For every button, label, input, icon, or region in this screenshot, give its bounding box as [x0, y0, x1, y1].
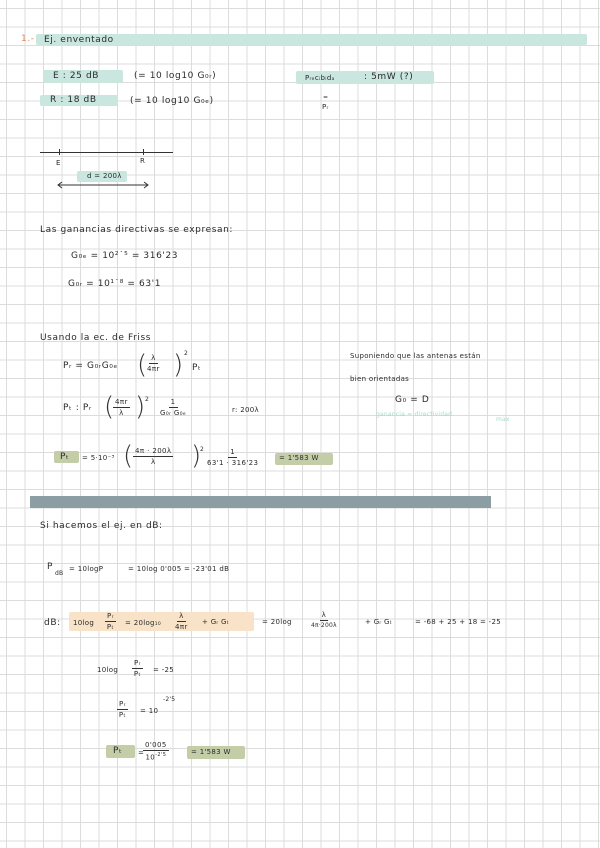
denominator: Pₜ	[118, 711, 126, 719]
p-recibida-label: Pᵣₑcᵢbᵢdₐ	[305, 74, 335, 82]
db-plus-g2: + Gᵣ Gₜ	[365, 618, 393, 626]
numerator: 4πr	[115, 398, 128, 406]
note-line-2: bien orientadas	[350, 375, 410, 383]
numerator: Pᵣ	[119, 700, 126, 708]
exponent-2: 2	[145, 396, 150, 403]
numerator: Pᵣ	[134, 659, 141, 667]
denominator	[145, 751, 166, 761]
title-highlight	[36, 34, 587, 45]
result1-prefix: = 5·10⁻³	[82, 454, 115, 462]
left-paren: (	[137, 350, 148, 380]
db-plus-g: + Gᵣ Gₜ	[202, 618, 230, 626]
db-label: dB:	[44, 618, 61, 628]
r-gain: R : 18 dB	[50, 95, 97, 105]
gd-subnote-max: max	[496, 416, 510, 423]
step3-pt-label: Pₜ	[113, 746, 123, 756]
friis-intro: Usando la ec. de Friss	[40, 333, 152, 343]
r-equals: r: 200λ	[232, 406, 259, 414]
pr-symbol: Pᵣ	[322, 103, 329, 111]
4pir-over-lambda	[113, 398, 130, 417]
lambda-over-4pir	[147, 354, 160, 373]
one-over-gains	[160, 398, 186, 417]
gains-intro: Las ganancias directivas se expresan:	[40, 225, 234, 235]
left-paren-2: (	[104, 392, 115, 422]
friis-pr-lhs: Pᵣ = G₀ᵣG₀ₑ	[63, 361, 118, 371]
denominator: 4π·200λ	[311, 622, 337, 629]
pr-equals: =	[323, 94, 329, 101]
numerator: 1	[230, 448, 236, 456]
denominator: 4πr	[175, 623, 188, 631]
receiver-tick	[143, 149, 144, 155]
p-recibida-value: : 5mW (?)	[364, 72, 414, 82]
pdb-eval: = 10log 0'005 = -23'01 dB	[128, 565, 230, 573]
db-intro: Si hacemos el ej. en dB:	[40, 521, 163, 531]
db-log-a: 10log	[73, 619, 95, 627]
problem-number: 1.-	[21, 34, 35, 44]
right-paren-2: )	[135, 392, 146, 422]
result1-bracket-frac	[133, 447, 173, 466]
note-line-1: Suponiendo que las antenas están	[350, 352, 481, 360]
lambda-over-4pi200-db	[311, 611, 337, 629]
pdb-eq: = 10logP	[69, 565, 104, 573]
right-paren: )	[173, 350, 184, 380]
distance-label: d = 200λ	[87, 172, 122, 180]
friis-pt: Pₜ	[192, 363, 202, 373]
numerator: 0'005	[145, 741, 167, 749]
receiver-label: R	[140, 157, 146, 165]
db-eq-b: = 20log₁₀	[125, 619, 161, 627]
step2-ratio	[117, 700, 128, 719]
numerator: λ	[179, 612, 184, 620]
numerator: 1	[170, 398, 176, 406]
numerator: λ	[151, 354, 156, 362]
left-paren-3: (	[123, 441, 134, 471]
denominator: λ	[150, 458, 156, 466]
db-eq-c: = 20log	[262, 618, 292, 626]
result1-pt-label: Pₜ	[60, 452, 70, 462]
gd-subnote: ganancia = directividad	[376, 411, 453, 418]
exponent-3: 2	[200, 446, 205, 453]
exponent: 2	[184, 350, 189, 357]
emitter-tick	[59, 149, 60, 155]
step2-exp: -2'5	[163, 696, 176, 703]
den-base: 10	[145, 753, 156, 762]
step3-eq-sign: =	[138, 749, 145, 757]
pdb-sub: dB	[55, 570, 64, 577]
denominator: G₀ᵣ G₀ₑ	[160, 409, 187, 417]
numerator: Pᵣ	[107, 612, 114, 620]
result1-gains-frac	[207, 448, 258, 467]
section-divider	[30, 496, 491, 508]
numerator: λ	[321, 611, 327, 619]
denominator: 4πr	[147, 365, 160, 373]
step1-eq: = -25	[153, 666, 175, 674]
denominator: Pₜ	[106, 623, 114, 631]
step1-log: 10log	[97, 666, 119, 674]
e-gain: E : 25 dB	[53, 71, 100, 81]
lambda-over-4pir-db	[175, 612, 188, 631]
emitter-label: E	[56, 159, 61, 167]
numerator: 4π · 200λ	[135, 447, 172, 455]
e-gain-formula: (= 10 log10 G₀ᵣ)	[134, 71, 217, 81]
goe-value: G₀ₑ = 10²˙⁵ = 316'23	[71, 251, 179, 261]
denominator: λ	[119, 409, 124, 417]
step3-frac	[143, 741, 169, 761]
answer2: = 1'583 W	[191, 748, 231, 756]
den-exp: -2'5	[155, 752, 167, 758]
gd-equals-d: G₀ = D	[395, 395, 430, 405]
friis-pt-lhs: Pₜ : Pᵣ	[63, 403, 92, 413]
pdb-label: P	[47, 562, 54, 572]
answer1: = 1'583 W	[279, 454, 319, 462]
gor-value: G₀ᵣ = 10¹˙⁸ = 63'1	[68, 279, 162, 289]
db-eval: = -68 + 25 + 18 = -25	[415, 618, 502, 626]
distance-arrow	[56, 181, 150, 189]
denominator: 63'1 · 316'23	[207, 459, 259, 467]
step2-eq: = 10	[140, 707, 159, 715]
right-paren-3: )	[191, 441, 202, 471]
step1-ratio	[132, 659, 143, 678]
pr-over-pt	[105, 612, 116, 631]
denominator: Pₜ	[133, 670, 141, 678]
page-title: Ej. enventado	[44, 35, 114, 45]
r-gain-formula: (= 10 log10 G₀ₑ)	[130, 96, 214, 106]
